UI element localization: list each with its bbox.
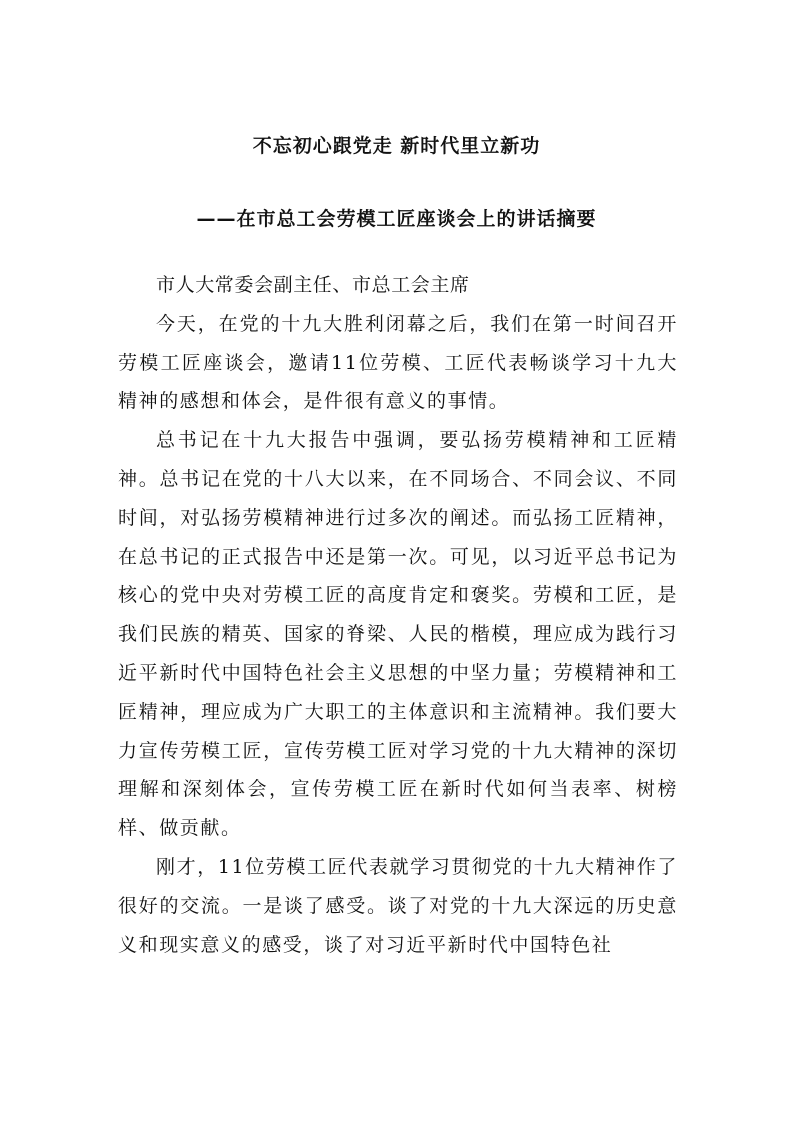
document-body: [118, 266, 678, 964]
author-line: 市人大常委会副主任、市总工会主席: [156, 274, 470, 296]
paragraph: 总书记在十九大报告中强调，要弘扬劳模精神和工匠精神。总书记在党的十八大以来，在不同场合、不同会议、不同时间，对弘扬劳模精神进行过多次的阐述。而弘扬工匠精神，在总书记的正式报告中还是第一次。可见，以习近平总书记为核心的党中央对劳模工匠的高度肯定和褒奖。劳模和工匠，是我们民族的精英、国家的脊梁、人民的楷模，理应成为践行习近平新时代中国特色社会主义思想的中坚力量；劳模精神和工匠精神，理应成为广大职工的主体意识和主流精神。我们要大力宣传劳模工匠，宣传劳模工匠对学习党的十九大精神的深切理解和深刻体会，宣传劳模工匠在新时代如何当表率、树榜样、做贡献。: [118, 429, 678, 840]
paragraph: 今天，在党的十九大胜利闭幕之后，我们在第一时间召开劳模工匠座谈会，邀请11位劳模、工匠代表畅谈学习十九大精神的感想和体会，是件很有意义的事情。: [118, 312, 678, 413]
document-subtitle: ——在市总工会劳模工匠座谈会上的讲话摘要: [196, 208, 597, 230]
document-title: 不忘初心跟党走 新时代里立新功: [252, 135, 541, 157]
paragraph: 刚才，11位劳模工匠代表就学习贯彻党的十九大精神作了很好的交流。一是谈了感受。谈了对党的十九大深远的历史意义和现实意义的感受，谈了对习近平新时代中国特色社: [118, 855, 678, 956]
